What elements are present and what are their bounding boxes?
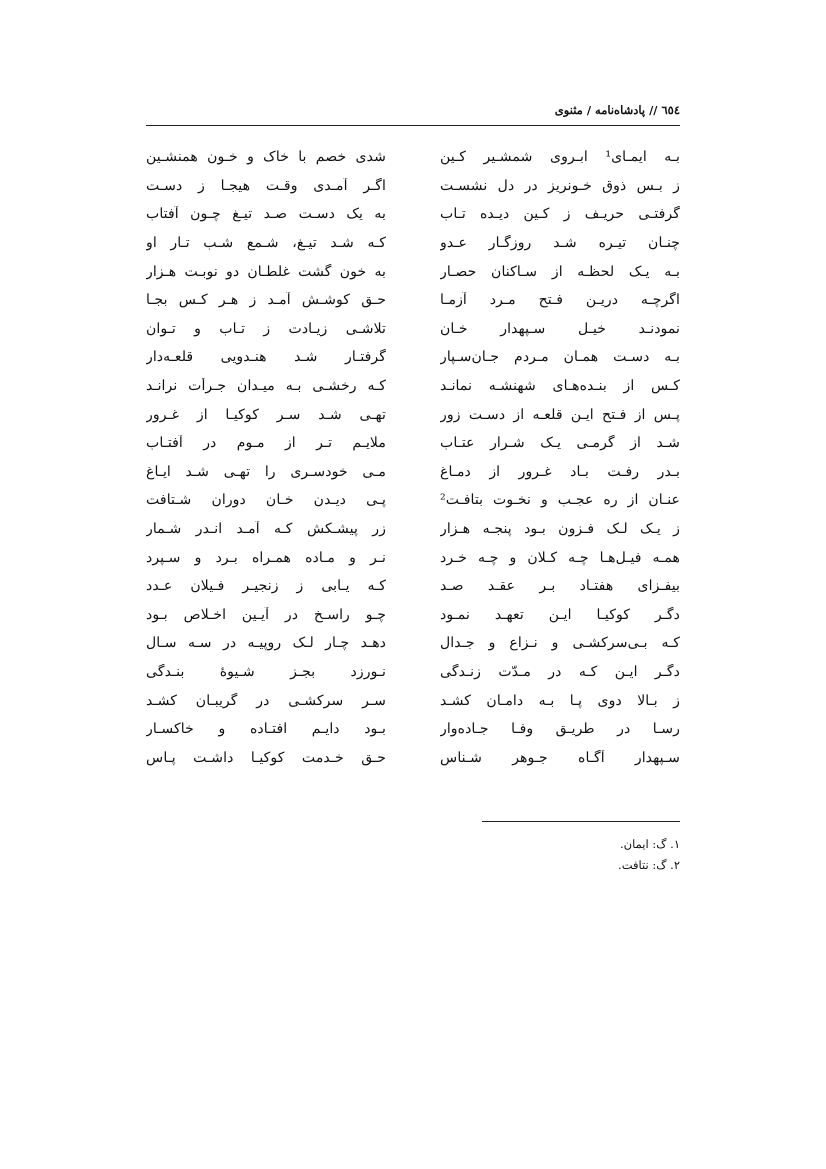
hemistich-second: حـق کوشـش آمـد ز هـر کـس بجـا — [146, 292, 386, 309]
couplet — [146, 143, 680, 172]
header-rule — [146, 125, 680, 126]
hemistich-second: کـه یـابی ز زنجیـر فـیلان عـدد — [146, 578, 386, 595]
poem-body — [146, 143, 680, 772]
couplet — [146, 515, 680, 544]
couplet — [146, 658, 680, 687]
header-title: پادشاه‌نامه / مثنوی — [554, 103, 646, 117]
hemistich-second: بـود دایـم افتـاده و خاکسـار — [146, 721, 386, 738]
hemistich-first: پـس از فـتح ایـن قلعـه از دسـت زور — [440, 406, 680, 423]
couplet — [146, 601, 680, 630]
hemistich-second: کـه شـد تیـغ، شـمع شـب تـار او — [146, 235, 386, 252]
hemistich-first: نمودنـد خیـل سـپهدار خـان — [440, 320, 680, 337]
couplet — [146, 286, 680, 315]
couplet — [146, 572, 680, 601]
hemistich-first: اگرچـه دریـن فـتح مـرد آزمـا — [440, 292, 680, 309]
couplet — [146, 229, 680, 258]
hemistich-second: شدی خصم با خاک و خـون همنشـین — [146, 149, 386, 166]
couplet — [146, 429, 680, 458]
hemistich-first: چنـان تیـره شـد روزگـار عـدو — [440, 235, 680, 252]
hemistich-first: دگـر ایـن کـه در مـدّت زنـدگی — [440, 663, 680, 680]
hemistich-second: دهـد چـار لـک روپیـه در سـه سـال — [146, 635, 386, 652]
hemistich-second: گرفتـار شـد هنـدویی قلعـه‌دار — [146, 349, 386, 366]
couplet — [146, 400, 680, 429]
hemistich-first: رسـا در طریـق وفـا جـاده‌وار — [440, 721, 680, 738]
hemistich-first: بیفـزای هفتـاد بـر عقـد صـد — [440, 578, 680, 595]
hemistich-first: سـپهدار آگـاه جـوهر شـناس — [440, 749, 680, 766]
hemistich-first: کـه بـی‌سرکشـی و نـزاع و جـدال — [440, 635, 680, 652]
couplet — [146, 543, 680, 572]
hemistich-first: گرفتـی حریـف ز کـین دیـده تـاب — [440, 206, 680, 223]
hemistich-second: سـر سرکشـی در گریبـان کشـد — [146, 692, 386, 709]
couplet — [146, 458, 680, 487]
footnotes — [380, 834, 680, 876]
hemistich-second: کـه رخشـی بـه میـدان جـرأت نرانـد — [146, 378, 386, 395]
couplet — [146, 686, 680, 715]
hemistich-second: به خون گشت غلطـان دو نوبـت هـزار — [146, 263, 386, 280]
couplet — [146, 629, 680, 658]
hemistich-second: مـی خودسـری را تهـی شـد ایـاغ — [146, 463, 386, 480]
hemistich-second: زر پیشـکش کـه آمـد انـدر شـمار — [146, 521, 386, 538]
hemistich-second: ملایـم تـر از مـوم در آفتـاب — [146, 435, 386, 452]
hemistich-second: حـق خـدمت کوکیـا داشـت پـاس — [146, 749, 386, 766]
hemistich-second: نـر و مـاده همـراه بـرد و سـپرد — [146, 549, 386, 566]
hemistich-first: ز بـالا دوی پـا بـه دامـان کشـد — [440, 692, 680, 709]
footnote: ۱. گ: ایمان. — [620, 837, 680, 851]
running-header — [146, 103, 680, 117]
hemistich-second: تلاشـی زیـادت ز تـاب و تـوان — [146, 320, 386, 337]
couplet — [146, 372, 680, 401]
hemistich-first: کـس از بنـده‌هـای شهنشـه نمانـد — [440, 378, 680, 395]
couplet — [146, 315, 680, 344]
hemistich-first: بـه دسـت همـان مـردم جـان‌سـپار — [440, 349, 680, 366]
couplet — [146, 715, 680, 744]
hemistich-second: اگـر آمـدی وقـت هیجـا ز دسـت — [146, 177, 386, 194]
hemistich-second: تهـی شـد سـر کوکیـا از غـرور — [146, 406, 386, 423]
hemistich-first: شـد از گرمـی یـک شـرار عتـاب — [440, 435, 680, 452]
hemistich-first: عنـان از ره عجـب و نخـوت بتافـت² — [440, 492, 680, 509]
page-number: ٦٥٤ — [661, 103, 680, 117]
footnote: ۲. گ: نتافت. — [618, 858, 680, 872]
couplet — [146, 172, 680, 201]
hemistich-second: به یک دسـت صـد تیـغ چـون آفتاب — [146, 206, 386, 223]
hemistich-first: ز یـک لـک فـزون بـود پنجـه هـزار — [440, 521, 680, 538]
hemistich-first: همـه فیـل‌هـا چـه کـلان و چـه خـرد — [440, 549, 680, 566]
hemistich-first: بـه یـک لحظـه از سـاکنان حصـار — [440, 263, 680, 280]
hemistich-first: بـدر رفـت بـاد غـرور از دمـاغ — [440, 463, 680, 480]
couplet — [146, 200, 680, 229]
hemistich-second: پـی دیـدن خـان دوران شـتافت — [146, 492, 386, 509]
footnote-rule — [482, 821, 680, 822]
hemistich-second: نـورزد بجـز شـیوهٔ بنـدگی — [146, 663, 386, 680]
hemistich-first: ز بـس ذوق خـونریز در دل نشسـت — [440, 177, 680, 194]
couplet — [146, 343, 680, 372]
hemistich-first: دگـر کوکیـا ایـن تعهـد نمـود — [440, 606, 680, 623]
hemistich-second: چـو راسـخ در آیـین اخـلاص بـود — [146, 606, 386, 623]
couplet — [146, 743, 680, 772]
couplet — [146, 486, 680, 515]
hemistich-first: بـه ایمـای¹ ابـروی شمشـیر کـین — [440, 149, 680, 166]
header-separator: // — [649, 103, 658, 117]
couplet — [146, 257, 680, 286]
